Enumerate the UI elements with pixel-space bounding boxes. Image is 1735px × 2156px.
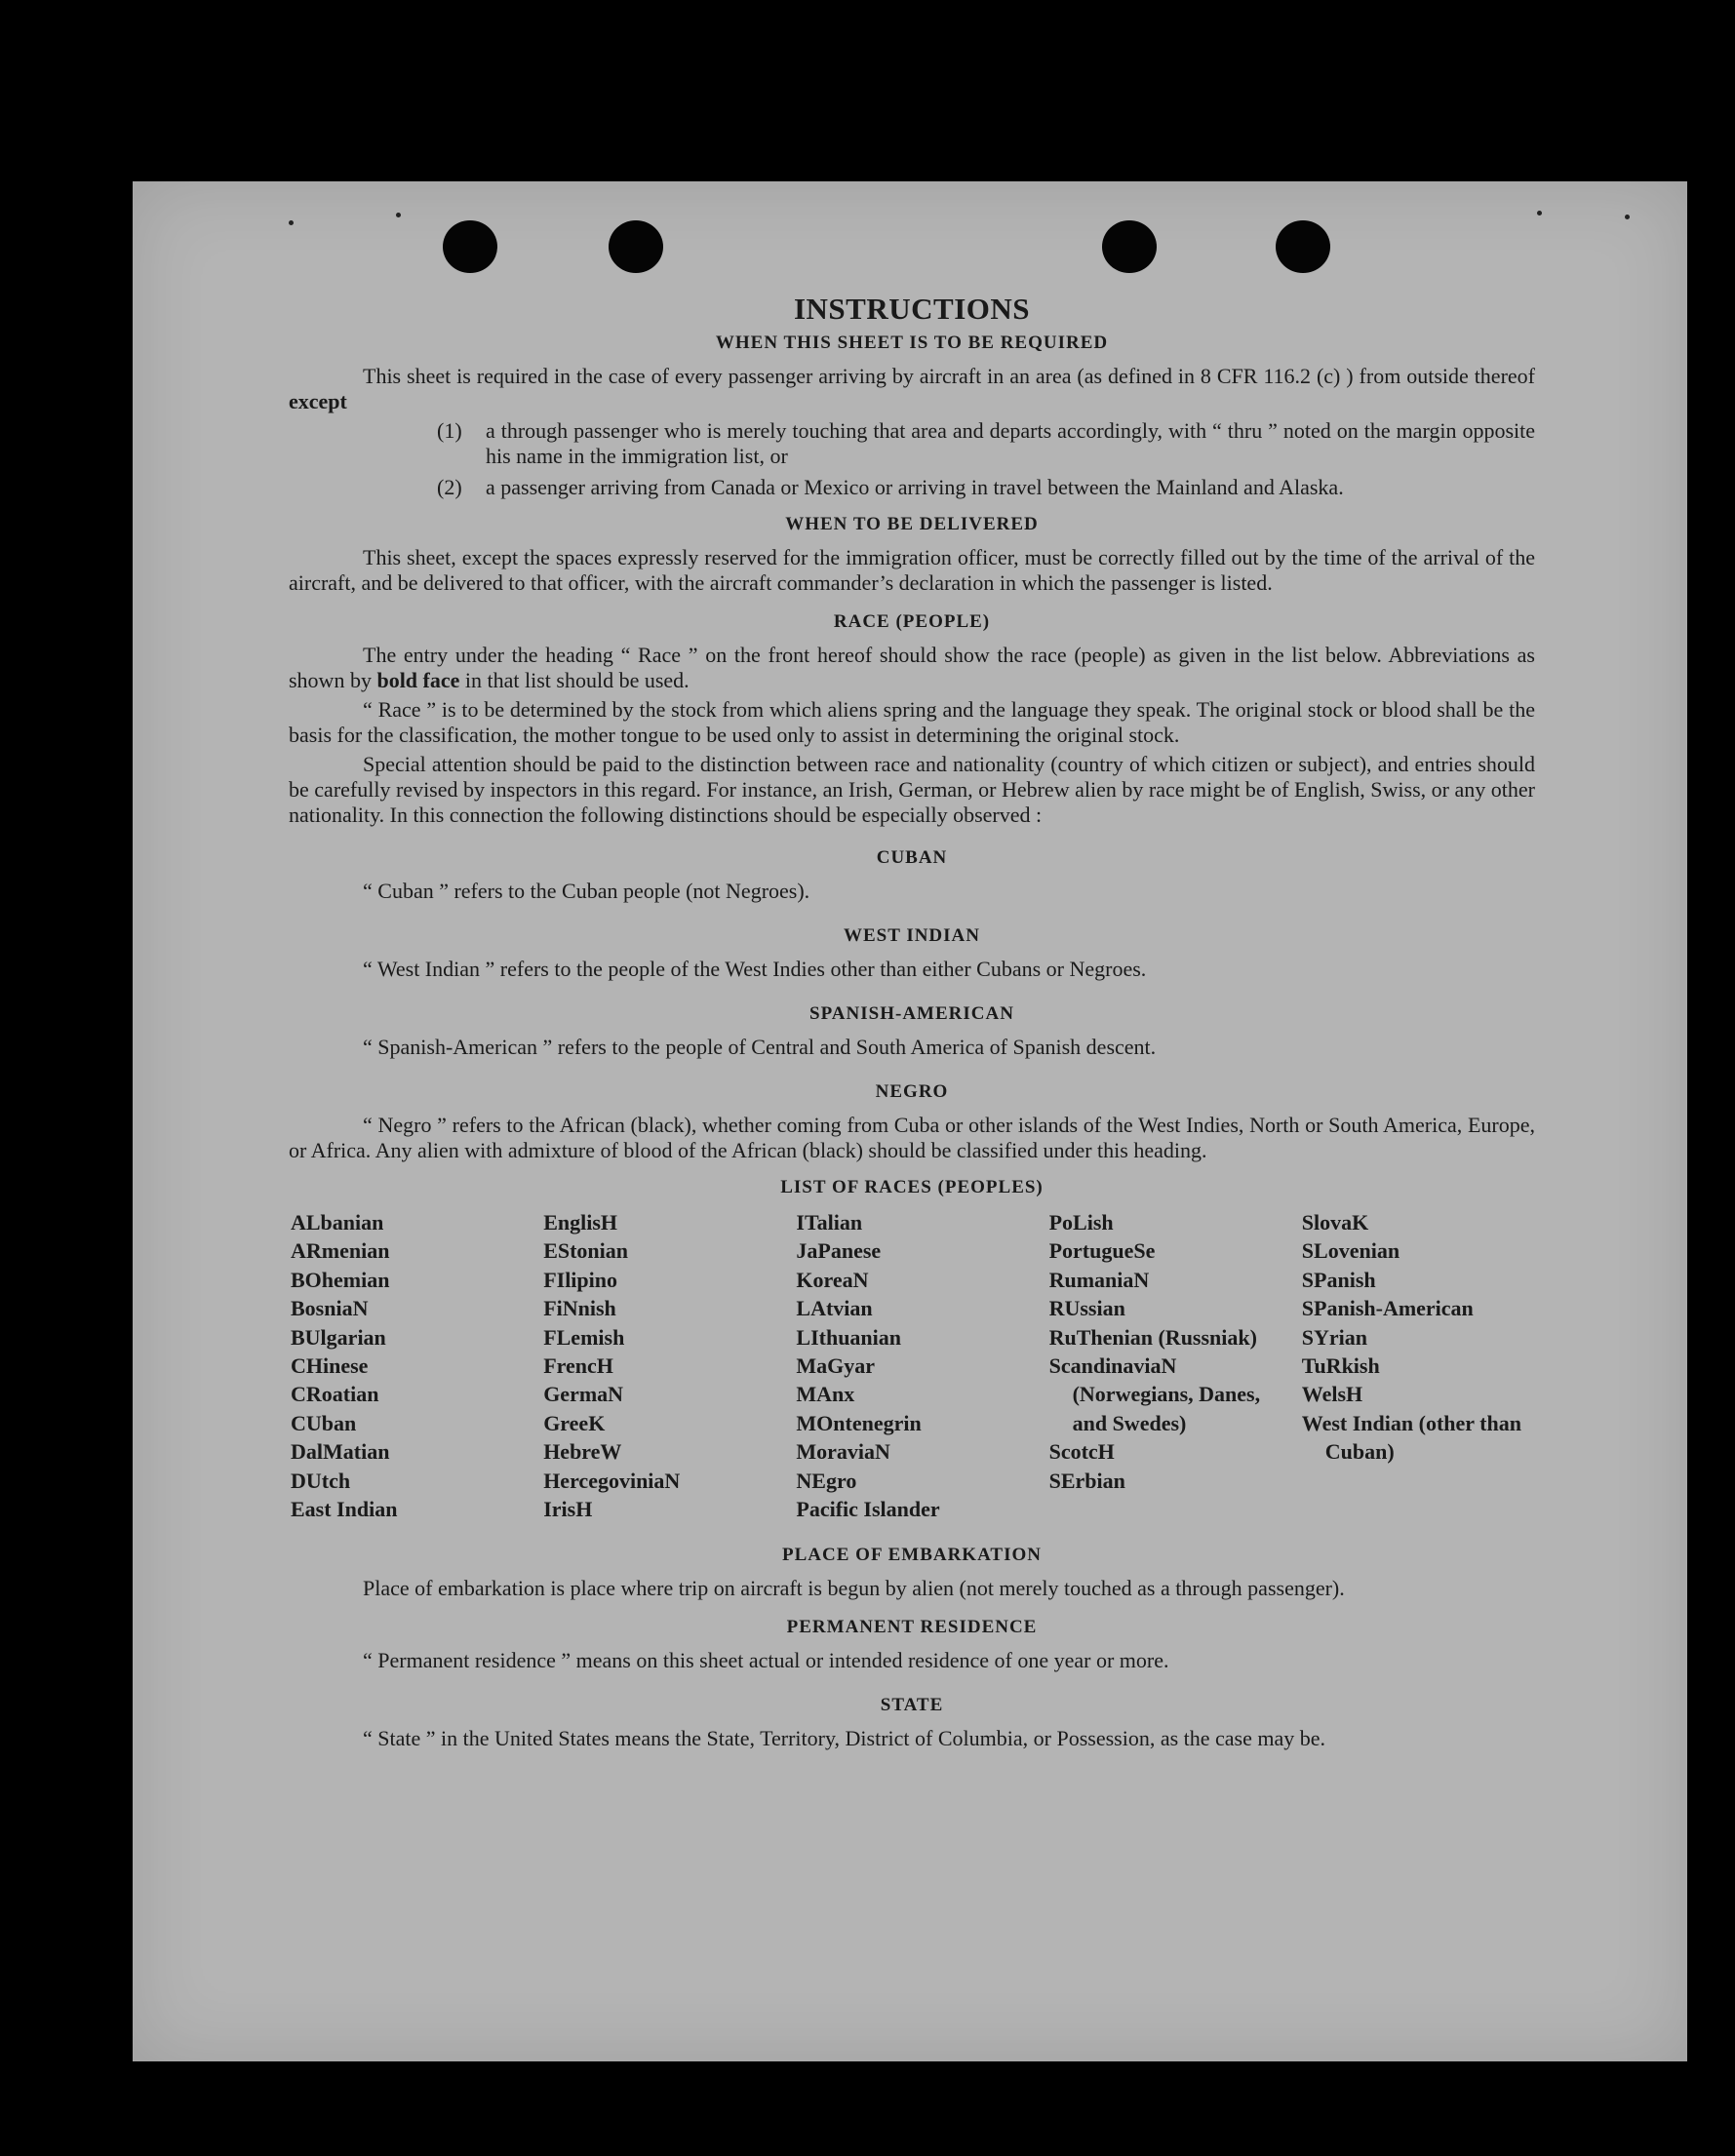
document-sheet [133, 181, 1687, 2061]
race-item: PoLish [1048, 1210, 1114, 1235]
races-column [1049, 1208, 1282, 1523]
race-item: MAnx [796, 1382, 855, 1407]
negro-text: “ Negro ” refers to the African (black), whether coming from Cuba or other islands of the West Indies, North or South America, Europe, or Africa. Any alien with admixture of blood of the African (black) should be classified under this heading. [289, 1113, 1535, 1162]
heading-embarkation: PLACE OF EMBARKATION [782, 1545, 1042, 1566]
race-paragraph-3: Special attention should be paid to the distinction between race and nationality (country of which citizen or subject), and entries should be carefully revised by inspectors in this regard. For instance, an Irish, German, or Hebrew alien by race might be of English, Swiss, or any other nationality. In this connection the following distinctions should be especially observed : [289, 752, 1535, 827]
required-clauses [289, 418, 1535, 500]
cuban-text: “ Cuban ” refers to the Cuban people (not Negroes). [363, 879, 810, 903]
race-item: FrencH [543, 1353, 613, 1379]
west-indian-text: “ West Indian ” refers to the people of the West Indies other than either Cubans or Negroes. [363, 957, 1147, 981]
race-item: HebreW [543, 1439, 622, 1465]
race-item: IrisH [543, 1497, 593, 1522]
races-column [543, 1208, 776, 1523]
heading-residence: PERMANENT RESIDENCE [786, 1617, 1038, 1638]
race-item: TuRkish [1301, 1353, 1380, 1379]
race-p1-text: The entry under the heading “ Race ” on the front hereof should show the race (people) as given in the list below. Abbreviations as shown by [289, 643, 1535, 692]
race-item: MOntenegrin [796, 1410, 922, 1435]
page-title: INSTRUCTIONS [793, 292, 1030, 326]
heading-spanish-american: SPANISH-AMERICAN [809, 1003, 1014, 1024]
race-item: ALbanian [291, 1210, 384, 1235]
heading-race: RACE (PEOPLE) [833, 611, 991, 632]
ink-speck [1537, 211, 1542, 216]
embarkation-text: Place of embarkation is place where trip on aircraft is begun by alien (not merely touched as a through passenger). [363, 1576, 1345, 1601]
heading-cuban: CUBAN [876, 847, 948, 868]
ink-speck [289, 220, 294, 225]
punch-hole [1276, 220, 1330, 273]
race-item: SPanish [1301, 1267, 1376, 1292]
heading-west-indian: WEST INDIAN [844, 925, 980, 946]
race-item: DalMatian [291, 1439, 390, 1465]
race-item: ScandinaviaN (Norwegians, Danes, and Swedes) [1048, 1353, 1261, 1435]
races-column [796, 1208, 1029, 1523]
race-p1-bold: bold face [376, 668, 460, 692]
clause-text: a passenger arriving from Canada or Mexico or arriving in travel between the Mainland and Alaska. [486, 475, 1344, 499]
race-item: GreeK [543, 1410, 606, 1435]
race-item: FIlipino [543, 1267, 617, 1292]
clause-number: (1) [437, 418, 462, 443]
race-item: BUlgarian [291, 1324, 386, 1350]
race-item: WelsH [1301, 1382, 1363, 1407]
race-item: ARmenian [291, 1238, 390, 1264]
race-item: RuThenian (Russniak) [1048, 1324, 1257, 1350]
race-item: HercegoviniaN [543, 1468, 681, 1493]
race-item: BosniaN [291, 1296, 369, 1321]
races-list [291, 1208, 1535, 1523]
spanish-american-text: “ Spanish-American ” refers to the people of Central and South America of Spanish descent. [363, 1035, 1157, 1059]
race-item: FLemish [543, 1324, 625, 1350]
race-item: RUssian [1048, 1296, 1125, 1321]
race-item: LAtvian [796, 1296, 873, 1321]
race-item: SlovaK [1301, 1210, 1369, 1235]
race-item: BOhemian [291, 1267, 390, 1292]
race-item: CRoatian [291, 1382, 379, 1407]
races-column [1302, 1208, 1535, 1523]
race-item: ITalian [796, 1210, 863, 1235]
race-paragraph-1 [289, 643, 1535, 693]
race-item: Pacific Islander [796, 1497, 940, 1522]
required-intro [289, 364, 1535, 414]
punch-hole [443, 220, 497, 273]
race-item: DUtch [291, 1468, 351, 1493]
instructions-content [289, 292, 1535, 1761]
residence-text: “ Permanent residence ” means on this sheet actual or intended residence of one year or more. [363, 1648, 1169, 1673]
race-item: SYrian [1301, 1324, 1368, 1350]
race-item: GermaN [543, 1382, 624, 1407]
race-item: EStonian [543, 1238, 629, 1264]
race-item: FiNnish [543, 1296, 616, 1321]
race-item: West Indian (other than Cuban) [1301, 1410, 1521, 1465]
race-item: ScotcH [1048, 1439, 1115, 1465]
race-item: PortugueSe [1048, 1238, 1156, 1264]
race-item: SPanish-American [1301, 1296, 1474, 1321]
heading-list-of-races: LIST OF RACES (PEOPLES) [780, 1177, 1044, 1197]
delivered-text: This sheet, except the spaces expressly reserved for the immigration officer, must be correctly filled out by the time of the arrival of the aircraft, and be delivered to that officer, with the aircraft commander’s declaration in which the passenger is listed. [289, 545, 1535, 595]
heading-negro: NEGRO [875, 1081, 949, 1102]
race-item: MoraviaN [796, 1439, 890, 1465]
punch-hole [609, 220, 663, 273]
race-item: KoreaN [796, 1267, 869, 1292]
punch-hole [1102, 220, 1157, 273]
clause-item [289, 475, 1535, 500]
ink-speck [1625, 215, 1630, 219]
race-item: NEgro [796, 1468, 857, 1493]
required-intro-except: except [289, 389, 347, 413]
clause-item [289, 418, 1535, 469]
race-item: RumaniaN [1048, 1267, 1150, 1292]
race-item: JaPanese [796, 1238, 882, 1264]
race-item: SErbian [1048, 1468, 1125, 1493]
heading-required: WHEN THIS SHEET IS TO BE REQUIRED [715, 333, 1109, 353]
state-text: “ State ” in the United States means the State, Territory, District of Columbia, or Possession, as the case may be. [363, 1726, 1326, 1751]
race-item: MaGyar [796, 1353, 876, 1379]
race-item: CHinese [291, 1353, 369, 1379]
race-p1-after: in that list should be used. [464, 668, 690, 692]
race-item: East Indian [291, 1497, 398, 1522]
heading-delivered: WHEN TO BE DELIVERED [785, 514, 1039, 534]
required-intro-text: This sheet is required in the case of every passenger arriving by aircraft in an area (as defined in 8 CFR 116.2 (c) ) from outside thereof [363, 364, 1535, 388]
race-paragraph-2: “ Race ” is to be determined by the stock from which aliens spring and the language they speak. The original stock or blood shall be the basis for the classification, the mother tongue to be used only to assist in determining the original stock. [289, 697, 1535, 747]
heading-state: STATE [880, 1695, 944, 1716]
race-item: SLovenian [1301, 1238, 1400, 1264]
clause-number: (2) [437, 475, 462, 499]
races-column [291, 1208, 524, 1523]
clause-text: a through passenger who is merely touching that area and departs accordingly, with “ thru ” noted on the margin opposite his name in the immigration list, or [486, 418, 1535, 468]
race-item: EnglisH [543, 1210, 617, 1235]
ink-speck [396, 213, 401, 217]
race-item: LIthuanian [796, 1324, 902, 1350]
race-item: CUban [291, 1410, 357, 1435]
